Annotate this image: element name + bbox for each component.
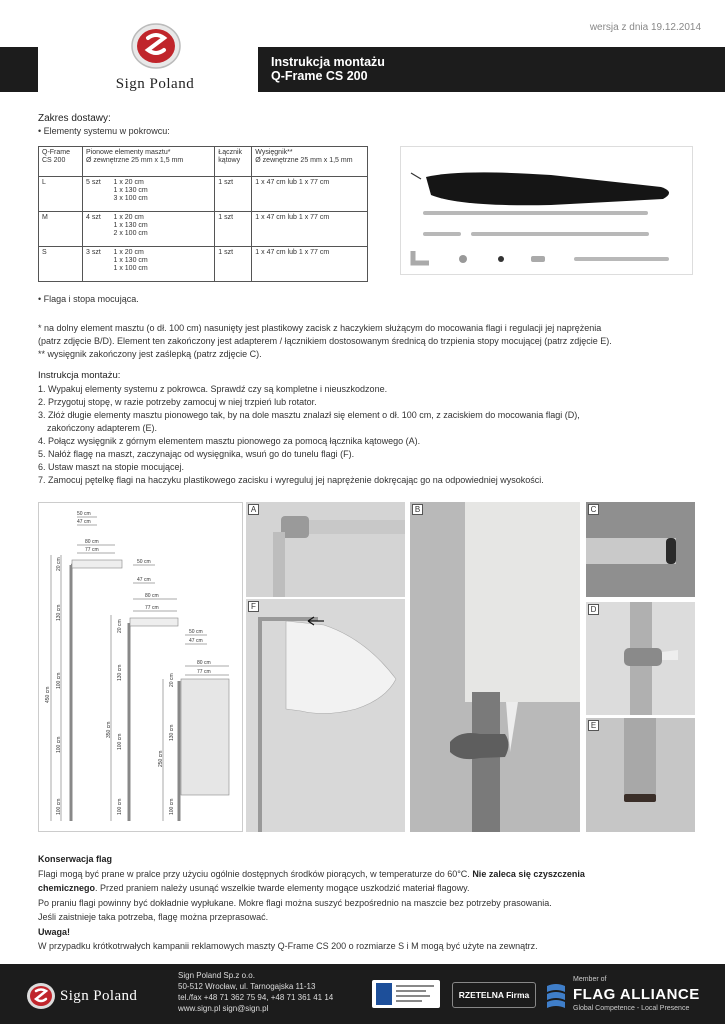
diagram-segment: 130 cm (56, 604, 62, 621)
diagram-label: 47 cm (189, 638, 203, 644)
care-warning-bold: Nie zaleca się czyszczenia (472, 868, 585, 879)
diagram-label: 80 cm (145, 593, 159, 599)
diagram-segment: 100 cm (56, 798, 62, 815)
header-band-left (0, 47, 38, 92)
table-cell-pieces: 1 x 20 cm 1 x 130 cm 1 x 100 cm (111, 247, 215, 282)
brand-name: Sign Poland (115, 76, 195, 92)
footnote-line: * na dolny element masztu (o dł. 100 cm) nasunięty jest plastikowy zacisk z haczykiem służącym do mocowania flagi i regulacji jej naprężenia (38, 323, 602, 333)
table-header-cell: Łącznik kątowy (215, 147, 252, 177)
table-cell-arm: 1 x 47 cm lub 1 x 77 cm (252, 212, 368, 247)
diagram-segment: 100 cm (117, 733, 123, 750)
table-cell-count: 4 szt (83, 212, 111, 247)
table-cell-connector: 1 szt (215, 212, 252, 247)
scope-title: Zakres dostawy: (38, 113, 111, 124)
scope-bullet: • Elementy systemu w pokrowcu: (38, 126, 170, 136)
title-line-2: Q-Frame CS 200 (271, 69, 368, 83)
care-paragraph-1 (38, 867, 698, 896)
care-section (38, 852, 698, 954)
care-paragraph-2: Po praniu flagi powinny być dokładnie wypłukane. Mokre flagi można suszyć bezpośrednio na maszcie bez potrzeby prasowania. (38, 897, 552, 908)
care-paragraph-3: Jeśli zaistnieje taka potrzeba, flagę można przeprasować. (38, 912, 269, 922)
photo-tag-e: E (588, 720, 599, 731)
photo-tag-b: B (412, 504, 423, 515)
photo-b-flag-clamp (410, 502, 580, 832)
sign-poland-emblem-icon (130, 22, 182, 70)
fa-subtitle: Global Competence - Local Presence (573, 1005, 690, 1012)
diagram-segment: 100 cm (56, 736, 62, 753)
diagram-segment: 130 cm (169, 724, 175, 741)
instruction-step: 7. Zamocuj pętelkę flagi na haczyku plastikowego zacisku i wyreguluj jej naprężenie dokręcając go na odpowiedniej wysokości. (38, 475, 544, 485)
instruction-step: 3. Złóż długie elementy masztu pionowego tak, by na dole masztu znalazł się element o dł. 100 cm, z zaciskiem do mocowania flagi (D), (38, 410, 580, 420)
footer-company: Sign Poland Sp.z o.o. (178, 971, 255, 980)
table-row (39, 177, 368, 212)
instruction-step: 2. Przygotuj stopę, w razie potrzeby zamocuj w niej trzpień lub rotator. (38, 397, 317, 407)
footer-address (178, 970, 333, 1014)
table-header-cell: Wysięgnik** Ø zewnętrzne 25 mm x 1,5 mm (252, 147, 368, 177)
fa-member-label: Member of (573, 976, 607, 983)
table-row (39, 212, 368, 247)
footer-web: www.sign.pl sign@sign.pl (178, 1004, 269, 1013)
version-date: wersja z dnia 19.12.2014 (589, 22, 701, 33)
instruction-steps (38, 383, 678, 487)
footnote-line: (patrz zdjęcie B/D). Element ten zakończony jest adapterem / łącznikiem dostosowanym średnicą do trzpienia stopy mocującej (patrz zdjęcie E). (38, 336, 612, 346)
table-header-cell: Pionowe elementy masztu* Ø zewnętrzne 25 mm x 1,5 mm (83, 147, 215, 177)
diagram-label: 80 cm (197, 660, 211, 666)
table-header-cell: Q-Frame CS 200 (39, 147, 83, 177)
footer-street: 50-512 Wrocław, ul. Tarnogajska 11-13 (178, 982, 316, 991)
parts-table (38, 146, 368, 282)
document-title (271, 55, 385, 83)
table-cell-size: L (39, 177, 83, 212)
scope-bullet-2: • Flaga i stopa mocująca. (38, 294, 139, 304)
fa-title: FLAG ALLIANCE (573, 986, 700, 1003)
photo-tag-c: C (588, 504, 599, 515)
table-cell-size: M (39, 212, 83, 247)
photo-tag-a: A (248, 504, 259, 515)
care-warning-title: Uwaga! (38, 926, 71, 937)
diagram-label: 50 cm (137, 559, 151, 565)
diagram-label: 77 cm (145, 605, 159, 611)
diagram-label: 80 cm (85, 539, 99, 545)
flag-alliance-icon (543, 982, 569, 1010)
footnote-line: ** wysięgnik zakończony jest zaślepką (patrz zdjęcie C). (38, 349, 262, 359)
diagram-label: 50 cm (189, 629, 203, 635)
diagram-label: 77 cm (85, 547, 99, 553)
table-cell-pieces: 1 x 20 cm 1 x 130 cm 2 x 100 cm (111, 212, 215, 247)
diagram-total-L: 450 cm (45, 686, 51, 703)
table-cell-count: 5 szt (83, 177, 111, 212)
photo-a-angle-connector (246, 502, 405, 597)
table-cell-arm: 1 x 47 cm lub 1 x 77 cm (252, 177, 368, 212)
photo-tag-f: F (248, 601, 259, 612)
sign-poland-logo (100, 22, 210, 94)
photo-e-adapter (586, 718, 695, 832)
instruction-step: 6. Ustaw maszt na stopie mocującej. (38, 462, 185, 472)
diagram-segment: 100 cm (56, 672, 62, 689)
rzetelna-label: RZETELNA Firma (458, 990, 530, 1000)
diagram-total-S: 250 cm (158, 750, 164, 767)
photo-tag-d: D (588, 604, 599, 615)
instruction-step: 1. Wypakuj elementy systemu z pokrowca. Sprawdź czy są kompletne i nieuszkodzone. (38, 384, 388, 394)
table-cell-pieces: 1 x 20 cm 1 x 130 cm 3 x 100 cm (111, 177, 215, 212)
footer-phone: tel./fax +48 71 362 75 94, +48 71 361 41 14 (178, 993, 334, 1002)
kit-components-photo (400, 146, 693, 275)
table-cell-count: 3 szt (83, 247, 111, 282)
diagram-segment: 100 cm (169, 798, 175, 815)
care-text: . Przed praniem należy usunąć wszelkie twarde elementy mogące uszkodzić materiał flagowy. (95, 883, 470, 893)
diagram-segment: 130 cm (117, 664, 123, 681)
footer (0, 964, 725, 1024)
rzetelna-badge (452, 982, 536, 1008)
diagram-segment: 20 cm (56, 557, 62, 571)
instruction-step: 4. Połącz wysięgnik z górnym elementem masztu pionowego za pomocą łącznika kątowego (A). (38, 436, 421, 446)
table-header-row (39, 147, 368, 177)
instructions-title: Instrukcja montażu: (38, 370, 121, 381)
footer-logo (26, 982, 137, 1010)
care-title: Konserwacja flag (38, 854, 113, 864)
footer-brand: Sign Poland (60, 987, 138, 1004)
table-row (39, 247, 368, 282)
table-cell-arm: 1 x 47 cm lub 1 x 77 cm (252, 247, 368, 282)
tuv-certification-badge (372, 980, 440, 1008)
size-diagram (38, 502, 243, 832)
sign-poland-emblem-icon (26, 982, 56, 1010)
instruction-step: zakończony adapterem (E). (47, 423, 158, 433)
diagram-segment: 20 cm (169, 673, 175, 687)
photo-f-flag-tunnel (246, 599, 405, 832)
table-cell-size: S (39, 247, 83, 282)
diagram-label: 47 cm (77, 519, 91, 525)
care-text: Flagi mogą być prane w pralce przy użyciu ogólnie dostępnych środków piorących, w temperaturze do 60°C. (38, 868, 473, 879)
diagram-label: 77 cm (197, 669, 211, 675)
diagram-label: 47 cm (137, 577, 151, 583)
table-cell-connector: 1 szt (215, 177, 252, 212)
table-cell-connector: 1 szt (215, 247, 252, 282)
diagram-label: 50 cm (77, 511, 91, 517)
diagram-segment: 20 cm (117, 619, 123, 633)
title-line-1: Instrukcja montażu (271, 55, 385, 69)
photo-c-end-cap (586, 502, 695, 597)
diagram-segment: 100 cm (117, 798, 123, 815)
care-warning-bold: chemicznego (38, 883, 96, 893)
diagram-total-M: 350 cm (106, 721, 112, 738)
care-warning-text: W przypadku krótkotrwałych kampanii reklamowych maszty Q-Frame CS 200 o rozmiarze S i M mogą być użyte na zewnątrz. (38, 941, 538, 951)
instruction-step: 5. Nałóż flagę na maszt, zaczynając od wysięgnika, wsuń go do tunelu flagi (F). (38, 449, 355, 459)
photo-d-hook-clamp (586, 602, 695, 715)
